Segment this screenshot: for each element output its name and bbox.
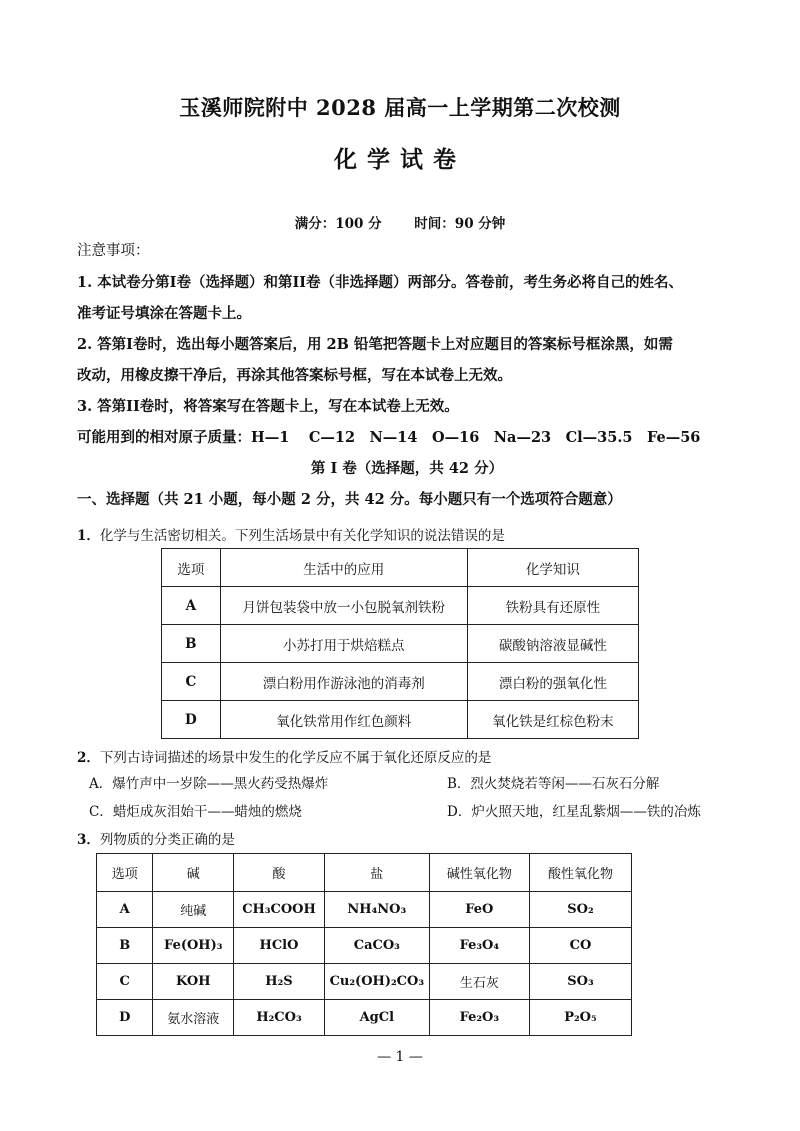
table-cell: Fe₂O₃ <box>429 1000 529 1036</box>
question-text: 下列古诗词描述的场景中发生的化学反应不属于氧化还原反应的是 <box>99 750 492 766</box>
exam-title: 玉溪师院附中 2028 届高一上学期第二次校测 <box>179 95 621 120</box>
table-row <box>162 625 639 663</box>
question-1-table <box>161 548 639 739</box>
page-number: — 1 — <box>377 1049 423 1065</box>
question-number: 3． <box>77 832 100 848</box>
atomic-mass-line: 可能用到的相对原子质量：H—1 C—12 N—14 O—16 Na—23 Cl—35.5 Fe—56 <box>77 429 701 446</box>
option-a: A．爆竹声中一岁除——黑火药受热爆炸 <box>89 776 329 792</box>
table-cell: D <box>97 1000 153 1036</box>
table-header-row <box>97 854 632 892</box>
table-cell: A <box>97 892 153 928</box>
exam-subject: 化学试卷 <box>334 146 466 173</box>
section-heading: 一、选择题（共 21 小题，每小题 2 分，共 42 分。每小题只有一个选项符合题意） <box>77 491 622 508</box>
table-cell: D <box>162 701 221 739</box>
exam-time: 时间：90 分钟 <box>414 216 506 232</box>
notice-item-1b: 准考证号填涂在答题卡上。 <box>77 305 251 322</box>
table-cell: KOH <box>153 964 234 1000</box>
table-cell: 小苏打用于烘焙糕点 <box>220 625 467 663</box>
table-cell: 铁粉具有还原性 <box>467 587 638 625</box>
table-cell: AgCl <box>324 1000 429 1036</box>
table-row <box>162 587 639 625</box>
table-row <box>97 928 632 964</box>
table-cell: FeO <box>429 892 529 928</box>
table-header-cell: 碱性氧化物 <box>429 854 529 892</box>
table-cell: P₂O₅ <box>529 1000 631 1036</box>
option-c: C．蜡炬成灰泪始干——蜡烛的燃烧 <box>89 804 302 820</box>
notice-item-1a: 1. 本试卷分第I卷（选择题）和第II卷（非选择题）两部分。答卷前，考生务必将自己的姓名、 <box>77 274 684 291</box>
full-score: 满分：100 分 <box>294 216 382 232</box>
question-3-stem <box>77 828 235 848</box>
table-cell: Fe₃O₄ <box>429 928 529 964</box>
table-header-cell: 选项 <box>162 549 221 587</box>
table-header-cell: 酸性氧化物 <box>529 854 631 892</box>
table-cell: 生石灰 <box>429 964 529 1000</box>
table-cell: 氧化铁常用作红色颜料 <box>220 701 467 739</box>
table-row <box>97 964 632 1000</box>
table-cell: SO₂ <box>529 892 631 928</box>
table-cell: B <box>162 625 221 663</box>
table-cell: 月饼包装袋中放一小包脱氧剂铁粉 <box>220 587 467 625</box>
question-1-stem <box>77 524 505 544</box>
table-cell: C <box>97 964 153 1000</box>
table-header-cell: 酸 <box>234 854 325 892</box>
question-2-stem <box>77 746 491 766</box>
table-cell: H₂S <box>234 964 325 1000</box>
table-header-cell: 化学知识 <box>467 549 638 587</box>
table-row <box>162 701 639 739</box>
table-cell: CH₃COOH <box>234 892 325 928</box>
table-cell: 碳酸钠溶液显碱性 <box>467 625 638 663</box>
notice-block <box>77 236 737 515</box>
table-header-row <box>162 549 639 587</box>
table-cell: A <box>162 587 221 625</box>
table-cell: HClO <box>234 928 325 964</box>
table-header-cell: 碱 <box>153 854 234 892</box>
table-row <box>162 663 639 701</box>
table-cell: 漂白粉的强氧化性 <box>467 663 638 701</box>
table-cell: B <box>97 928 153 964</box>
table-cell: SO₃ <box>529 964 631 1000</box>
table-cell: 漂白粉用作游泳池的消毒剂 <box>220 663 467 701</box>
exam-meta <box>0 212 800 232</box>
table-cell: 纯碱 <box>153 892 234 928</box>
notice-item-2a: 2. 答第I卷时，选出每小题答案后，用 2B 铅笔把答题卡上对应题目的答案标号框涂黑，如需 <box>77 336 673 353</box>
notice-heading: 注意事项： <box>77 243 150 259</box>
option-b: B．烈火焚烧若等闲——石灰石分解 <box>447 776 660 792</box>
table-header-cell: 生活中的应用 <box>220 549 467 587</box>
option-d: D．炉火照天地，红星乱紫烟——铁的冶炼 <box>447 804 701 820</box>
table-header-cell: 盐 <box>324 854 429 892</box>
table-cell: CO <box>529 928 631 964</box>
table-header-cell: 选项 <box>97 854 153 892</box>
table-cell: H₂CO₃ <box>234 1000 325 1036</box>
table-row <box>97 1000 632 1036</box>
part-1-heading: 第 I 卷（选择题，共 42 分） <box>310 460 504 477</box>
question-text: 化学与生活密切相关。下列生活场景中有关化学知识的说法错误的是 <box>99 528 505 544</box>
table-cell: CaCO₃ <box>324 928 429 964</box>
notice-item-3: 3. 答第II卷时，将答案写在答题卡上，写在本试卷上无效。 <box>77 398 459 415</box>
question-number: 2． <box>77 750 100 766</box>
table-cell: Fe(OH)₃ <box>153 928 234 964</box>
table-cell: 氧化铁是红棕色粉末 <box>467 701 638 739</box>
table-cell: NH₄NO₃ <box>324 892 429 928</box>
notice-item-2b: 改动，用橡皮擦干净后，再涂其他答案标号框，写在本试卷上无效。 <box>77 367 512 384</box>
table-cell: Cu₂(OH)₂CO₃ <box>324 964 429 1000</box>
question-number: 1． <box>77 528 100 544</box>
table-cell: 氨水溶液 <box>153 1000 234 1036</box>
table-row <box>97 892 632 928</box>
question-3-table <box>96 853 632 1036</box>
question-text: 列物质的分类正确的是 <box>99 832 235 848</box>
table-cell: C <box>162 663 221 701</box>
